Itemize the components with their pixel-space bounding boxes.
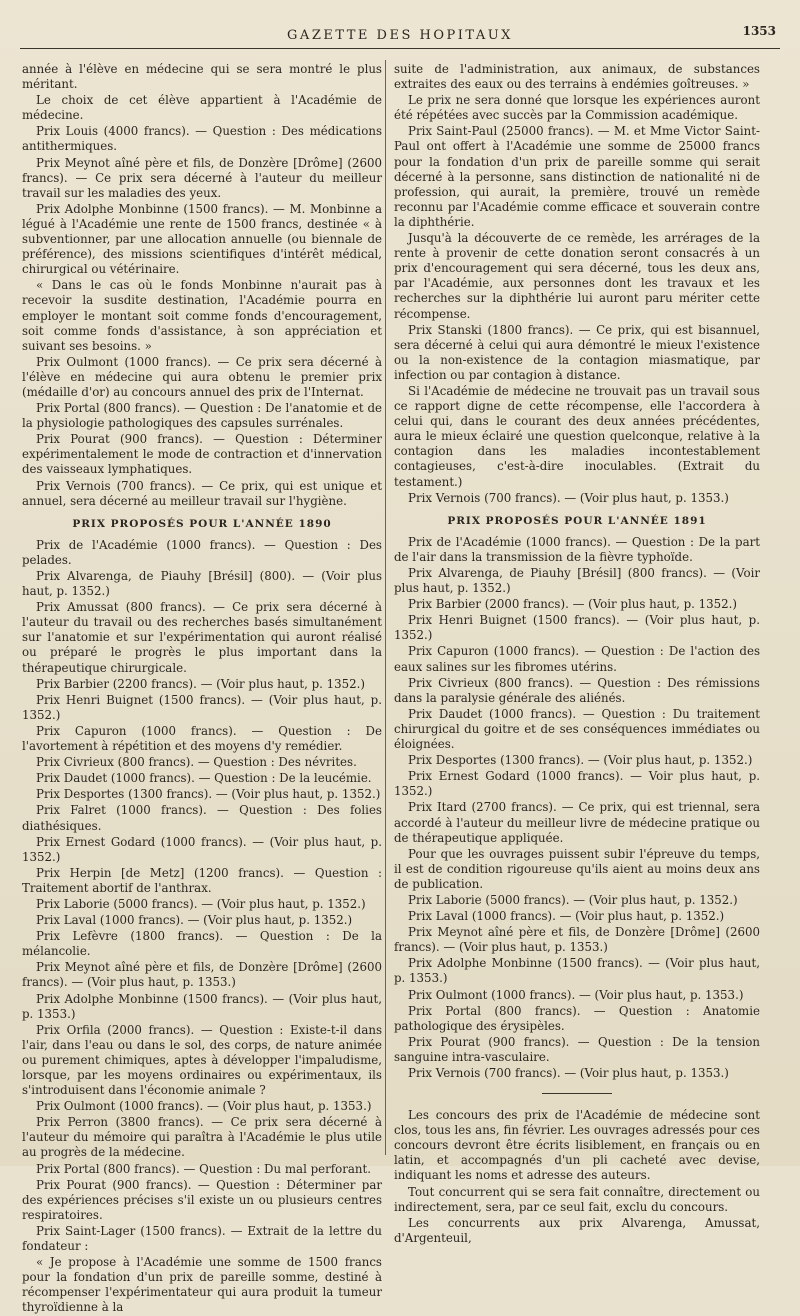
paragraph: Prix Pourat (900 francs). — Question : De la tension sanguine intra-vasculaire.	[394, 1034, 760, 1064]
paragraph: Prix Ernest Godard (1000 francs). — (Voir plus haut, p. 1352.)	[22, 834, 382, 864]
paragraph: Prix Capuron (1000 francs). — Question : De l'avortement à répétition et des moyens d'y remédier.	[22, 723, 382, 754]
paragraph: Prix Laborie (5000 francs). — (Voir plus haut, p. 1352.)	[408, 892, 738, 907]
paragraph: Prix Portal (800 francs). — Question : De l'anatomie et de la physiologie pathologiques des capsules surrénales.	[22, 401, 382, 431]
paragraph: Prix Barbier (2000 francs). — (Voir plus haut, p. 1352.)	[408, 597, 738, 612]
journal-title: GAZETTE DES HOPITAUX	[287, 28, 513, 43]
paragraph: Prix Perron (3800 francs). — Ce prix sera décerné à l'auteur du mémoire qui paraîtra à l'Académie le plus utile au progrès de la médecine.	[22, 1115, 382, 1160]
paragraph: Prix Capuron (1000 francs). — Question : De l'action des eaux salines sur les fibromes utérins.	[394, 644, 760, 674]
paragraph: Prix Oulmont (1000 francs). — Ce prix sera décerné à l'élève en médecine qui aura obtenu le premier prix (médaille d'or) au concours annuel des prix de l'Internat.	[22, 354, 382, 399]
paragraph: Prix Alvarenga, de Piauhy [Brésil] (800 francs). — (Voir plus haut, p. 1352.)	[394, 566, 760, 596]
paragraph: Prix Meynot aîné père et fils, de Donzère [Drôme] (2600 francs). — (Voir plus haut, p. 1353.)	[394, 925, 760, 955]
paragraph: Les concurrents aux prix Alvarenga, Amussat, d'Argenteuil,	[394, 1215, 760, 1245]
paragraph: Prix Louis (4000 francs). — Question : Des médications antithermiques.	[22, 124, 382, 154]
paragraph: Prix Barbier (2200 francs). — (Voir plus haut, p. 1352.)	[36, 676, 366, 691]
paragraph: Prix Laval (1000 francs). — (Voir plus haut, p. 1352.)	[408, 909, 725, 924]
paragraph: Prix de l'Académie (1000 francs). — Question : De la part de l'air dans la transmission de la fièvre typhoïde.	[394, 534, 760, 564]
paragraph: suite de l'administration, aux animaux, de substances extraites des eaux ou des terrains à endémies goîtreuses. »	[394, 62, 760, 92]
section-heading-1891: PRIX PROPOSÉS POUR L'ANNÉE 1891	[447, 514, 707, 527]
paragraph: Le prix ne sera donné que lorsque les expériences auront été répétées avec succès par la Commission académique.	[394, 93, 760, 123]
paragraph: Prix Laval (1000 francs). — (Voir plus haut, p. 1352.)	[36, 913, 353, 928]
paragraph: Prix Falret (1000 francs). — Question : Des folies diathésiques.	[22, 803, 382, 833]
paragraph: Prix Civrieux (800 francs). — Question : Des rémissions dans la paralysie générale des aliénés.	[394, 675, 760, 705]
paragraph: Prix Ernest Godard (1000 francs). — Voir plus haut, p. 1352.)	[394, 769, 760, 799]
paragraph: Prix Henri Buignet (1500 francs). — (Voir plus haut, p. 1352.)	[22, 692, 382, 722]
paragraph: Prix Portal (800 francs). — Question : Anatomie pathologique des érysipèles.	[394, 1003, 760, 1033]
paragraph: Prix Henri Buignet (1500 francs). — (Voir plus haut, p. 1352.)	[394, 613, 760, 643]
paragraph: Prix de l'Académie (1000 francs). — Question : Des pelades.	[22, 537, 382, 567]
paragraph: Les concours des prix de l'Académie de médecine sont clos, tous les ans, fin février. Les ouvrages adressés pour ces concours devront être écrits lisiblement, en français ou en latin, et accompagnés d'un pli cacheté avec devise, indiquant les noms et adresse des auteurs.	[394, 1108, 760, 1183]
paragraph: Prix Oulmont (1000 francs). — (Voir plus haut, p. 1353.)	[36, 1099, 372, 1114]
paragraph: Prix Desportes (1300 francs). — (Voir plus haut, p. 1352.)	[36, 787, 381, 802]
paragraph: « Je propose à l'Académie une somme de 1500 francs pour la fondation d'un prix de pareille somme, destiné à récompenser l'expérimentateur qui aura produit la tumeur thyroïdienne à la	[22, 1255, 382, 1315]
paragraph: Tout concurrent qui se sera fait connaître, directement ou indirectement, sera, par ce seul fait, exclu du concours.	[394, 1184, 760, 1214]
paragraph: Prix Saint-Paul (25000 francs). — M. et Mme Victor Saint-Paul ont offert à l'Académie une somme de 25000 francs pour la fondation d'un prix de pareille somme qui serait décerné à la personne, sans distinction de nationalité ni de profession, qui aurait, la première, trouvé un remède reconnu par l'Académie comme efficace et souverain contre la diphthérie.	[394, 124, 760, 229]
paragraph: Prix Lefèvre (1800 francs). — Question : De la mélancolie.	[22, 929, 382, 959]
column-divider	[385, 60, 386, 1155]
paragraph: Prix Vernois (700 francs). — Ce prix, qui est unique et annuel, sera décerné au meilleur travail sur l'hygiène.	[22, 478, 382, 508]
paragraph: Prix Laborie (5000 francs). — (Voir plus haut, p. 1352.)	[36, 896, 366, 911]
paragraph: Prix Alvarenga, de Piauhy [Brésil] (800). — (Voir plus haut, p. 1352.)	[22, 569, 382, 599]
paragraph: Prix Pourat (900 francs). — Question : Déterminer expérimentalement le mode de contraction et d'innervation des vaisseaux lymphatiques.	[22, 432, 382, 477]
paragraph: Prix Meynot aîné père et fils, de Donzère [Drôme] (2600 francs). — (Voir plus haut, p. 1353.)	[22, 960, 382, 990]
paragraph: Prix Adolphe Monbinne (1500 francs). — (Voir plus haut, p. 1353.)	[22, 991, 382, 1021]
section-separator	[542, 1093, 612, 1094]
page-number: 1353	[742, 24, 776, 38]
paragraph: Prix Herpin [de Metz] (1200 francs). — Question : Traitement abortif de l'anthrax.	[22, 865, 382, 895]
paragraph: Prix Vernois (700 francs). — (Voir plus haut, p. 1353.)	[408, 1066, 729, 1080]
paragraph: Prix Vernois (700 francs). — (Voir plus haut, p. 1353.)	[408, 490, 729, 505]
left-column	[22, 62, 382, 1315]
paragraph: Prix Adolphe Monbinne (1500 francs). — M. Monbinne a légué à l'Académie une rente de 1500 francs, destinée « à subventionner, par une allocation annuelle (ou biennale de préférence), des missions scientifiques d'intérêt médical, chirurgical ou vétérinaire.	[22, 201, 382, 277]
paragraph: Prix Orfila (2000 francs). — Question : Existe-t-il dans l'air, dans l'eau ou dans le sol, des corps, de nature animée ou purement chimiques, aptes à développer l'impaludisme, lorsque, par les moyens ordinaires ou expérimentaux, ils s'introduisent dans l'économie animale ?	[22, 1022, 382, 1098]
paragraph: Le choix de cet élève appartient à l'Académie de médecine.	[22, 93, 382, 123]
paragraph: Prix Oulmont (1000 francs). — (Voir plus haut, p. 1353.)	[408, 987, 744, 1002]
page-header	[20, 24, 780, 49]
paragraph: Prix Desportes (1300 francs). — (Voir plus haut, p. 1352.)	[408, 753, 753, 768]
paragraph: Prix Portal (800 francs). — Question : Du mal perforant.	[36, 1161, 372, 1176]
paragraph: Prix Adolphe Monbinne (1500 francs). — (Voir plus haut, p. 1353.)	[394, 956, 760, 986]
paragraph: Prix Pourat (900 francs). — Question : Déterminer par des expériences précises s'il existe un ou plusieurs centres respiratoires.	[22, 1177, 382, 1222]
paragraph: Si l'Académie de médecine ne trouvait pas un travail sous ce rapport digne de cette récompense, elle l'accordera à celui qui, dans le courant des deux années précédentes, aura le mieux éclairé une question quelconque, relative à la contagion dans les maladies incontestablement contagieuses, c'est-à-dire inoculables. (Extrait du testament.)	[394, 383, 760, 489]
paragraph: Prix Stanski (1800 francs). — Ce prix, qui est bisannuel, sera décerné à celui qui aura démontré le mieux l'existence ou la non-existence de la contagion miasmatique, par infection ou par contagion à distance.	[394, 322, 760, 382]
paragraph: Pour que les ouvrages puissent subir l'épreuve du temps, il est de condition rigoureuse qu'ils aient au moins deux ans de publication.	[394, 846, 760, 891]
paragraph: Prix Meynot aîné père et fils, de Donzère [Drôme] (2600 francs). — Ce prix sera décerné à l'auteur du meilleur travail sur les maladies des yeux.	[22, 155, 382, 200]
paragraph: année à l'élève en médecine qui se sera montré le plus méritant.	[22, 62, 382, 92]
paragraph: Jusqu'à la découverte de ce remède, les arrérages de la rente à provenir de cette donation seront consacrés à un prix d'encouragement qui sera décerné, tous les deux ans, par l'Académie, aux personnes dont les travaux et les recherches sur la diphthérie lui auront paru mériter cette récompense.	[394, 231, 760, 321]
paragraph: Prix Daudet (1000 francs). — Question : Du traitement chirurgical du goitre et de ses conséquences immédiates ou éloignées.	[394, 706, 760, 752]
paragraph: Prix Civrieux (800 francs). — Question : Des névrites.	[36, 755, 357, 770]
paragraph: Prix Amussat (800 francs). — Ce prix sera décerné à l'auteur du travail ou des recherches basés simultanément sur l'anatomie et sur l'expérimentation qui auront réalisé ou préparé le progrès le plus important dans la thérapeutique chirurgicale.	[22, 600, 382, 675]
section-heading-1890: PRIX PROPOSÉS POUR L'ANNÉE 1890	[72, 517, 332, 530]
paragraph: Prix Itard (2700 francs). — Ce prix, qui est triennal, sera accordé à l'auteur du meilleur livre de médecine pratique ou de thérapeutique appliquée.	[394, 800, 760, 845]
paragraph: Prix Saint-Lager (1500 francs). — Extrait de la lettre du fondateur :	[22, 1223, 382, 1254]
right-column	[394, 62, 760, 1245]
paragraph: « Dans le cas où le fonds Monbinne n'aurait pas à recevoir la susdite destination, l'Académie pourra en employer le montant soit comme fonds d'encouragement, soit comme fonds d'assistance, à son appréciation et suivant ses besoins. »	[22, 278, 382, 353]
paragraph: Prix Daudet (1000 francs). — Question : De la leucémie.	[36, 771, 372, 786]
